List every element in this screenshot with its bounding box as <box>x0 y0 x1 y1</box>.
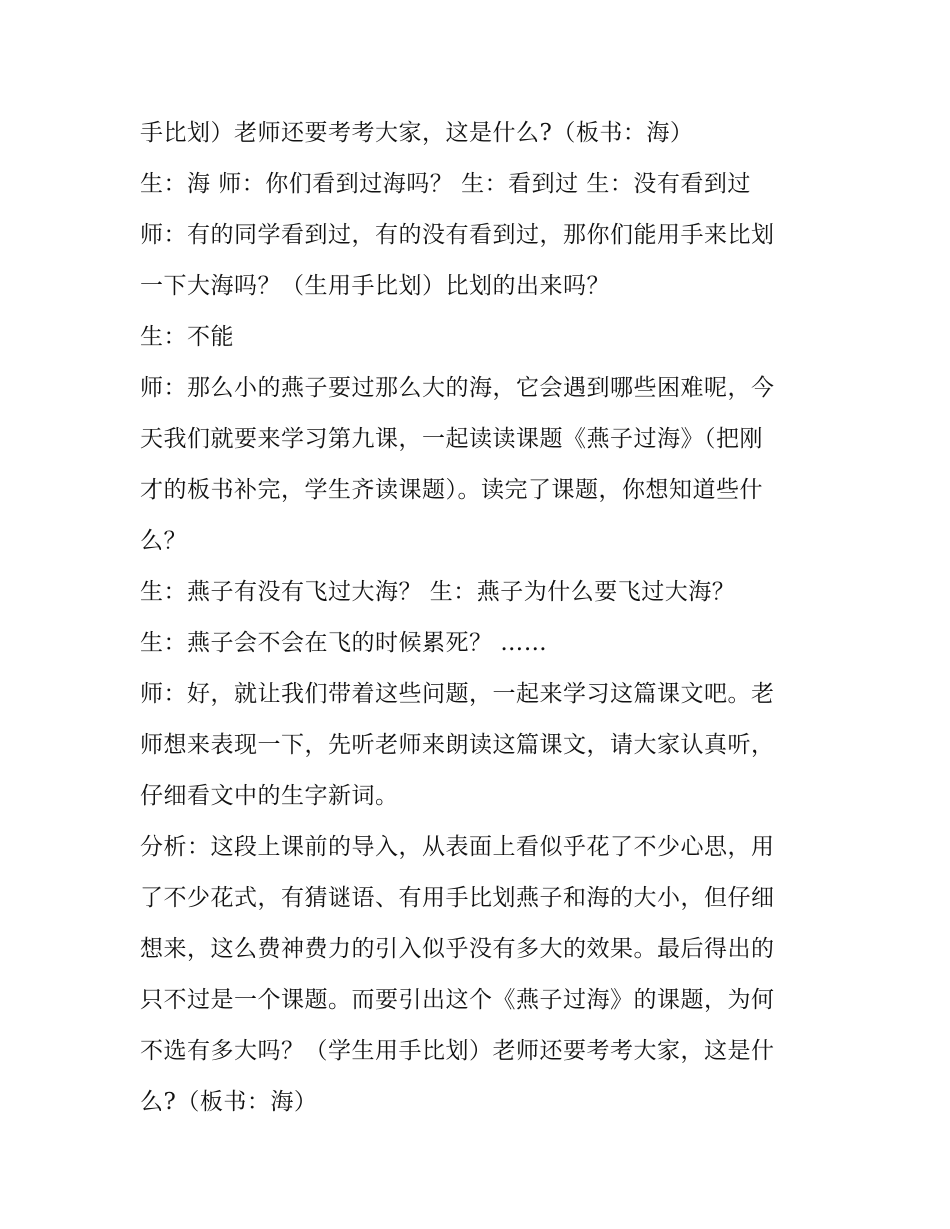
text-line: 师：那么小的燕子要过那么大的海，它会遇到哪些困难呢，今 <box>140 375 775 401</box>
text-line: 生：燕子有没有飞过大海？ 生：燕子为什么要飞过大海？ <box>140 579 736 605</box>
text-line: 想来，这么费神费力的引入似乎没有多大的效果。最后得出的 <box>140 936 775 962</box>
text-line: 仔细看文中的生字新词。 <box>140 783 399 809</box>
text-line: 么?（板书：海） <box>140 1089 318 1115</box>
text-line: 才的板书补完，学生齐读课题）。读完了课题，你想知道些什 <box>140 477 763 503</box>
text-line: 么？ <box>140 528 187 554</box>
document-body <box>140 108 820 1128</box>
text-line: 天我们就要来学习第九课，一起读读课题《燕子过海》（把刚 <box>140 426 763 452</box>
text-line: 一下大海吗？（生用手比划）比划的出来吗？ <box>140 273 610 299</box>
text-line: 生：海 师：你们看到过海吗？ 生：看到过 生：没有看到过 <box>140 171 751 197</box>
text-line: 手比划）老师还要考考大家，这是什么?（板书：海） <box>140 120 694 146</box>
text-line: 分析：这段上课前的导入，从表面上看似乎花了不少心思，用 <box>140 834 775 860</box>
text-line: 师想来表现一下，先听老师来朗读这篇课文，请大家认真听， <box>140 732 775 758</box>
text-line: 不选有多大吗？（学生用手比划）老师还要考考大家，这是什 <box>140 1038 775 1064</box>
text-line: 了不少花式，有猜谜语、有用手比划燕子和海的大小，但仔细 <box>140 885 775 911</box>
text-line: 生：燕子会不会在飞的时候累死？ …… <box>140 630 548 656</box>
text-line: 生：不能 <box>140 324 234 350</box>
text-line: 只不过是一个课题。而要引出这个《燕子过海》的课题，为何 <box>140 987 775 1013</box>
text-line: 师：有的同学看到过，有的没有看到过，那你们能用手来比划 <box>140 222 775 248</box>
text-line: 师：好，就让我们带着这些问题，一起来学习这篇课文吧。老 <box>140 681 775 707</box>
